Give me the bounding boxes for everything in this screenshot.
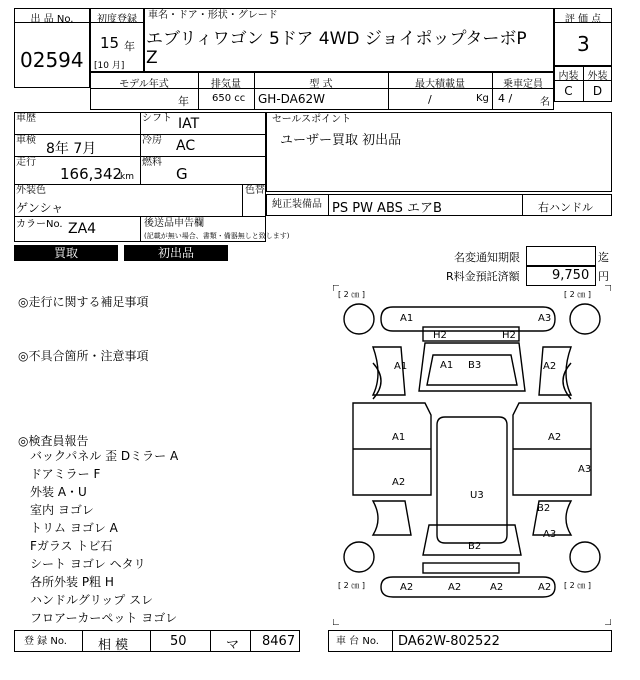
capacity-label: 乗車定員 <box>503 79 543 90</box>
left-front-door-damage: A1 <box>392 432 406 443</box>
fuel-label: 燃料 <box>142 157 162 168</box>
first-reg-month: [10 月] <box>94 61 125 71</box>
recycle-label: R料金預託済額 <box>446 270 520 283</box>
right-rear-side-damage: B2 <box>537 503 551 514</box>
car-damage-diagram <box>333 285 611 625</box>
lot-number: 02594 <box>20 48 84 72</box>
equipment-value: PS PW ABS エアB <box>332 201 442 216</box>
inspector-line: 外装 A・U <box>30 485 87 499</box>
registration-kana: マ <box>226 638 240 653</box>
corner-tl-label: [ 2 ㎝ ] <box>338 290 365 299</box>
history-label: 車歴 <box>16 113 36 124</box>
inspection-value: 8年 7月 <box>46 141 97 157</box>
driving-remarks-label: ◎走行に関する補足事項 <box>18 295 149 309</box>
interior-grade: C <box>564 84 573 98</box>
right-rear-door-damage: A3 <box>578 464 592 475</box>
h2-left-damage: H2 <box>433 330 447 341</box>
model-year-unit: 年 <box>178 95 189 108</box>
inspector-line: 室内 ヨゴレ <box>30 503 94 517</box>
shift-value: IAT <box>178 116 200 132</box>
inspection-label: 車検 <box>16 135 36 146</box>
registration-region: 相 模 <box>98 638 129 653</box>
sales-point-value: ユーザー買取 初出品 <box>280 133 402 148</box>
color-no-value: ZA4 <box>68 221 97 237</box>
first-reg-label: 初度登録 <box>97 14 137 25</box>
mileage-unit: km <box>120 172 134 182</box>
score-label: 評 価 点 <box>564 14 602 25</box>
corner-tr-label: [ 2 ㎝ ] <box>564 290 591 299</box>
inspector-line: シート ヨゴレ ヘタリ <box>30 557 146 571</box>
year-unit: 年 <box>124 40 135 53</box>
lot-label: 出 品 No. <box>30 14 74 25</box>
name-change-unit: 迄 <box>598 251 609 264</box>
capacity-unit: 名 <box>540 97 550 108</box>
color-no-label: カラーNo. <box>16 219 63 230</box>
title-label: 車名・ドア・形状・グレード <box>148 10 278 21</box>
ext-color-value: ゲンシャ <box>16 201 64 215</box>
top-bar-left-damage: A1 <box>400 313 414 324</box>
handle-value: 右ハンドル <box>538 201 593 214</box>
roof-damage: U3 <box>470 490 484 501</box>
left-rear-door-damage: A2 <box>392 477 406 488</box>
first-reg-year: 15 <box>100 34 120 52</box>
recycle-value: 9,750 <box>552 268 590 283</box>
defects-label: ◎不具合箇所・注意事項 <box>18 349 149 363</box>
cooling-label: 冷房 <box>142 135 162 146</box>
right-front-fender-damage: A2 <box>543 361 557 372</box>
registration-number: 8467 <box>262 634 296 649</box>
exterior-grade: D <box>592 84 603 98</box>
max-load-unit: Kg <box>476 93 489 104</box>
bottom-bar-damage-3: A2 <box>490 582 504 593</box>
score-value: 3 <box>577 32 590 56</box>
displacement-value: 650 cc <box>212 93 246 104</box>
recycle-unit: 円 <box>598 270 609 283</box>
chassis-value: DA62W-802522 <box>398 634 500 649</box>
right-rear-quarter-damage: A3 <box>543 529 557 540</box>
bottom-bar-damage-1: A2 <box>400 582 414 593</box>
type-value: GH-DA62W <box>258 92 326 106</box>
registration-label: 登 録 No. <box>24 636 67 647</box>
tag-purchase: 買取 <box>14 245 118 261</box>
type-label: 型 式 <box>309 79 333 90</box>
inspector-line: フロアーカーペット ヨゴレ <box>30 611 178 625</box>
top-bar-right-damage: A3 <box>538 313 552 324</box>
model-year-label: モデル年式 <box>119 79 169 90</box>
ext-color-label: 外装色 <box>16 185 46 196</box>
bottom-bar-damage-4: A2 <box>538 582 552 593</box>
hood-b3-damage: B3 <box>468 360 482 371</box>
cooling-value: AC <box>176 138 196 154</box>
color-change-label: 色替 <box>245 185 265 196</box>
hood-a1-damage: A1 <box>440 360 454 371</box>
left-front-fender-damage: A1 <box>394 361 408 372</box>
max-load-label: 最大積載量 <box>415 79 465 90</box>
registration-class: 50 <box>170 634 187 649</box>
name-change-box <box>526 246 596 266</box>
bottom-bar-damage-2: A2 <box>448 582 462 593</box>
shift-label: シフト <box>142 113 172 124</box>
inspector-line: 各所外装 P粗 H <box>30 575 114 589</box>
inspector-line: Fガラス トビ石 <box>30 539 113 553</box>
max-load-slash: / <box>428 93 432 106</box>
car-name-line2: Z <box>146 48 158 68</box>
name-change-label: 名変通知期限 <box>454 251 520 264</box>
tag-first-listing: 初出品 <box>124 245 228 261</box>
inspector-line: ハンドルグリップ スレ <box>30 593 154 607</box>
capacity-value: 4 / <box>498 92 513 105</box>
interior-label: 内装 <box>558 71 579 82</box>
mileage-value: 166,342 <box>60 165 123 183</box>
inspector-line: トリム ヨゴレ A <box>30 521 118 535</box>
sales-point-label: セールスポイント <box>272 114 352 125</box>
right-front-door-damage: A2 <box>548 432 562 443</box>
inspector-label: ◎検査員報告 <box>18 434 89 448</box>
inspector-line: ドアミラー F <box>30 467 101 481</box>
equipment-label: 純正装備品 <box>272 199 322 210</box>
corner-bl-label: [ 2 ㎝ ] <box>338 581 365 590</box>
rear-gate-damage: B2 <box>468 541 482 552</box>
h2-right-damage: H2 <box>502 330 516 341</box>
exterior-label: 外装 <box>587 71 608 82</box>
aftermarket-label: 後送品申告欄 <box>144 218 204 229</box>
car-name-line1: エブリィワゴン 5ドア 4WD ジョイポップターボP <box>146 29 527 49</box>
fuel-value: G <box>176 165 188 183</box>
mileage-label: 走行 <box>16 157 36 168</box>
inspector-line: バックパネル 歪 Dミラー A <box>30 449 179 463</box>
displacement-label: 排気量 <box>211 79 241 90</box>
chassis-label: 車 台 No. <box>336 636 379 647</box>
aftermarket-note: (記載が無い場合、書類・備器無しと致します) <box>144 232 290 240</box>
corner-br-label: [ 2 ㎝ ] <box>564 581 591 590</box>
